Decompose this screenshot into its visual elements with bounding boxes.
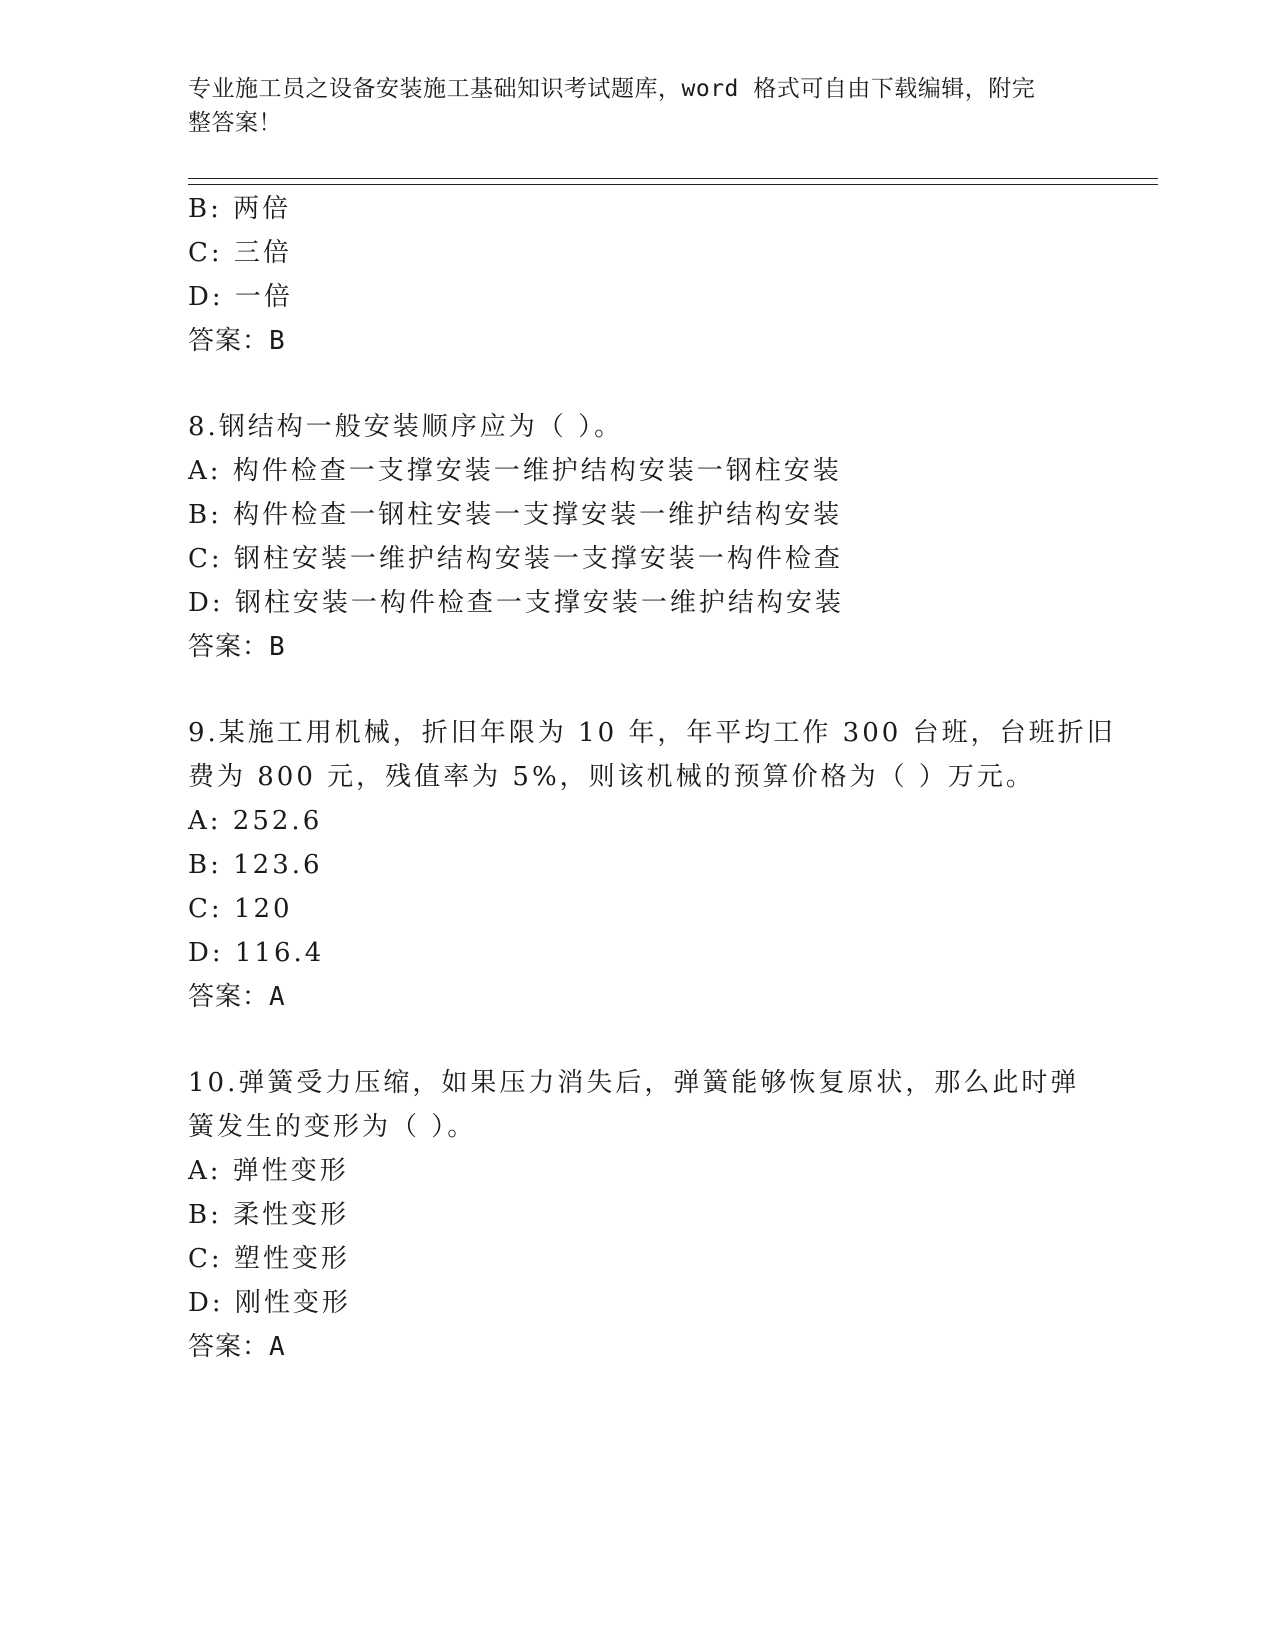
answer-label: 答案：: [188, 982, 270, 1012]
q9-answer: [188, 980, 286, 1014]
q10-option-d: D: 刚性变形: [188, 1288, 351, 1318]
q9-option-c: C: 120: [188, 894, 293, 924]
q10-option-c: C: 塑性变形: [188, 1244, 350, 1274]
q7-option-d: D: 一倍: [188, 282, 293, 312]
answer-label: 答案：: [188, 1332, 270, 1362]
q7-answer: [188, 324, 286, 358]
q7-option-b: B: 两倍: [188, 194, 292, 224]
header-line-2: 整答案！: [188, 110, 282, 136]
q8-option-b: B: 构件检查一钢柱安装一支撑安装一维护结构安装: [188, 500, 843, 530]
q8-option-a: A: 构件检查一支撑安装一维护结构安装一钢柱安装: [188, 456, 842, 486]
q10-question-line-1: 10.弹簧受力压缩，如果压力消失后，弹簧能够恢复原状，那么此时弹: [188, 1068, 1080, 1098]
q8-option-d: D: 钢柱安装一构件检查一支撑安装一维护结构安装: [188, 588, 844, 618]
q9-question-line-1: 9.某施工用机械，折旧年限为 10 年，年平均工作 300 台班，台班折旧: [188, 718, 1116, 748]
q10-question-line-2: 簧发生的变形为（ ）。: [188, 1112, 477, 1142]
q10-answer: [188, 1330, 286, 1364]
q10-option-a: A: 弹性变形: [188, 1156, 349, 1186]
answer-value: B: [269, 326, 286, 356]
q9-option-b: B: 123.6: [188, 850, 323, 880]
q9-option-d: D: 116.4: [188, 938, 325, 968]
q10-option-b: B: 柔性变形: [188, 1200, 350, 1230]
header-rule-bottom: [188, 184, 1158, 185]
q8-answer: [188, 630, 286, 664]
answer-value: A: [269, 982, 286, 1012]
answer-value: B: [269, 632, 286, 662]
header-line-1: 专业施工员之设备安装施工基础知识考试题库，word 格式可自由下载编辑，附完: [188, 76, 1036, 102]
answer-label: 答案：: [188, 632, 270, 662]
q9-option-a: A: 252.6: [188, 806, 323, 836]
q7-option-c: C: 三倍: [188, 238, 292, 268]
document-header: [188, 72, 1068, 140]
header-rule-top: [188, 178, 1158, 179]
q8-option-c: C: 钢柱安装一维护结构安装一支撑安装一构件检查: [188, 544, 843, 574]
q8-question: 8.钢结构一般安装顺序应为（ ）。: [188, 412, 624, 442]
answer-label: 答案：: [188, 326, 270, 356]
q9-question-line-2: 费为 800 元，残值率为 5%，则该机械的预算价格为（ ）万元。: [188, 762, 1035, 792]
answer-value: A: [269, 1332, 286, 1362]
